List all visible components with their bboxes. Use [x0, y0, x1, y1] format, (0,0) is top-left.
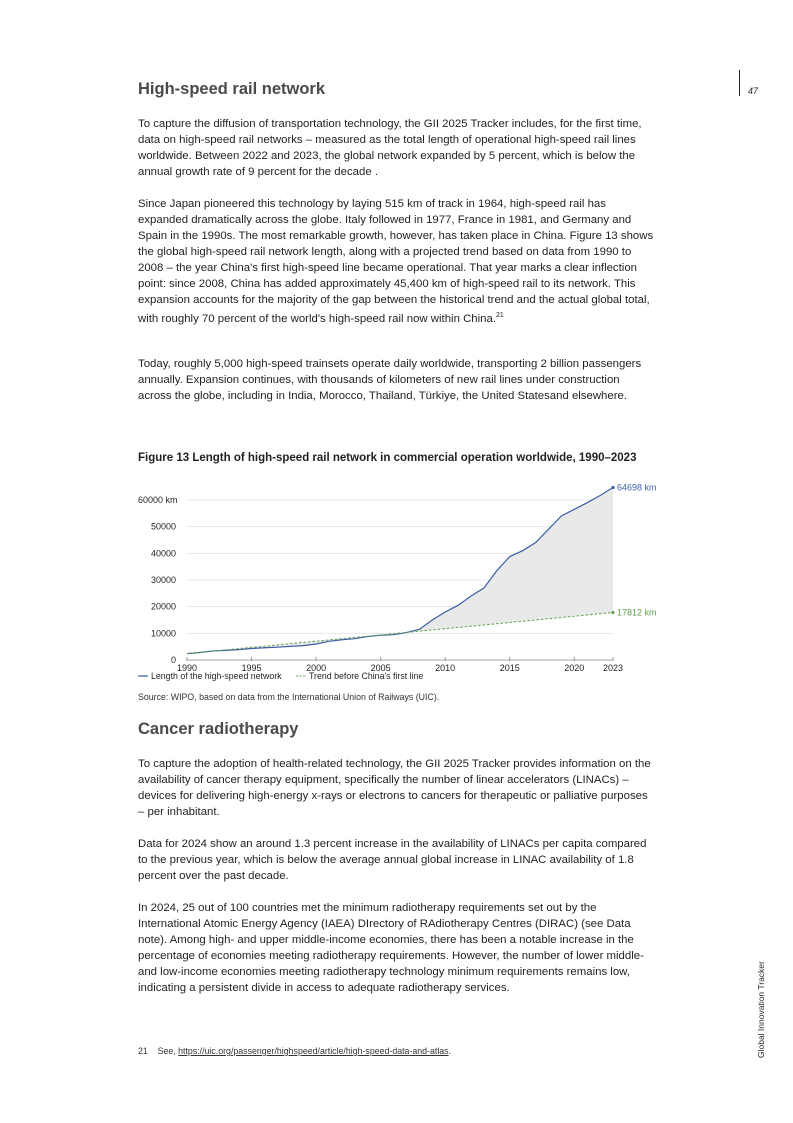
- y-tick-labels: [138, 495, 178, 665]
- paragraph-1: [138, 116, 656, 180]
- paragraph-6: [138, 900, 656, 996]
- series-end-label: 64698 km: [617, 482, 657, 493]
- page-number: 47: [748, 86, 759, 96]
- series-end-point: [611, 486, 614, 489]
- figure-title: Figure 13 Length of high-speed rail network in commercial operation worldwide, 1990–2023: [138, 452, 637, 464]
- gap-fill-layer: [213, 487, 613, 651]
- y-tick-label: 60000 km: [138, 495, 178, 505]
- paragraph-2: [138, 196, 656, 327]
- section-heading: Cancer radiotherapy: [138, 720, 299, 738]
- paragraph-text: To capture the adoption of health-related technology, the GII 2025 Tracker provides information on the availability of cancer therapy equipment, specifically the number of linear accelerators (LINACs) – devices for delivering high-energy x-rays or electrons to cancers for therapeutic or palliative purposes – per inhabitant.: [138, 758, 651, 818]
- paragraph-4: [138, 756, 656, 820]
- footnote-link[interactable]: https://uic.org/passenger/highspeed/article/high-speed-data-and-atlas: [178, 1046, 449, 1056]
- y-tick-label: 0: [170, 655, 176, 665]
- y-tick-label: 40000: [150, 548, 176, 559]
- paragraph-text: Data for 2024 show an around 1.3 percent increase in the availability of LINACs per capita compared to the previous year, which is below the average annual global increase in LINAC availability of 1.8 percent over the past decade.: [138, 838, 647, 882]
- footnote-suffix: .: [448, 1046, 452, 1056]
- section-heading: High-speed rail network: [138, 80, 326, 98]
- paragraph-text-with-note: [138, 196, 656, 327]
- footnote-reference[interactable]: 21: [496, 312, 504, 319]
- section-high-speed-rail: [138, 80, 656, 99]
- footnote: [138, 1046, 451, 1056]
- x-tick-label: 2015: [499, 663, 520, 673]
- x-tick-label: 1995: [241, 663, 262, 673]
- x-tick-label: 2020: [564, 663, 585, 673]
- series-end-label: 17812 km: [617, 607, 657, 618]
- chart-svg: [130, 474, 670, 686]
- paragraph-text: To capture the diffusion of transportation technology, the GII 2025 Tracker includes, for the first time, data on high-speed rail networks – measured as the total length of operational high-speed rail lines worldwide. Between 2022 and 2023, the global network expanded by 5 percent, which is below the annual growth rate of 9 percent for the decade .: [138, 118, 642, 178]
- paragraph-5: [138, 836, 656, 884]
- end-labels: [617, 482, 657, 617]
- x-tick-label: 1990: [176, 663, 198, 673]
- rail-network-chart: [130, 474, 670, 691]
- legend-label-actual: Length of the high-speed network: [151, 671, 282, 681]
- paragraph-3: [138, 356, 656, 404]
- series-end-point: [611, 611, 614, 614]
- paragraph-text: Since Japan pioneered this technology by laying 515 km of track in 1964, high-speed rail has expanded dramatically across the globe. Italy followed in 1977, France in 1981, and Germany and Spain in the 1990s. The most remarkable growth, however, has taken place in China. Figure 13 shows the global high-speed rail network length, along with a projected trend based on data from 1990 to 2008 – the year China's first high-speed line became operational. That year marks a clear inflection point: since 2008, China has added approximately 45,400 km of high-speed rail to its network. This expansion accounts for the majority of the gap between the historical trend and the actual global total, with roughly 70 percent of the world's high-speed rail now within China.: [138, 198, 654, 325]
- y-tick-label: 10000: [150, 628, 176, 639]
- paragraph-text: Today, roughly 5,000 high-speed trainsets operate daily worldwide, transporting 2 billion passengers annually. Expansion continues, with thousands of kilometers of new rail lines under construction across the globe, including in India, Morocco, Thailand, Türkiye, the United Statesand elsewhere.: [138, 358, 642, 402]
- x-tick-label: 2005: [370, 663, 391, 673]
- x-tick-label: 2010: [435, 663, 456, 673]
- paragraph-text: In 2024, 25 out of 100 countries met the minimum radiotherapy requirements set out by the International Atomic Energy Agency (IAEA) DIrectory of RAdiotherapy Centres (DIRAC) (see Data note). Among high- and upper middle-income economies, there has been a notable increase in the percentage of economies meeting radiotherapy requirements. However, the number of lower middle- and low-income economies meeting radiotherapy technology minimum requirements remains low, indicating a persistent divide in access to adequate radiotherapy services.: [138, 902, 644, 994]
- legend-label-trend: Trend before China's first line: [309, 671, 424, 681]
- footnote-prefix: See,: [157, 1046, 176, 1056]
- y-tick-label: 50000: [150, 521, 176, 532]
- chart-legend: [138, 671, 423, 681]
- footnote-number: 21: [138, 1046, 148, 1056]
- figure-source: Source: WIPO, based on data from the International Union of Railways (UIC).: [138, 692, 440, 702]
- y-tick-label: 30000: [150, 575, 176, 585]
- x-tick-label: 2000: [306, 663, 327, 673]
- section-cancer-radiotherapy: [138, 720, 656, 739]
- page-number-rule: [739, 70, 740, 96]
- y-tick-label: 20000: [150, 601, 176, 612]
- running-side-label: Global Innovation Tracker: [756, 961, 766, 1058]
- gap-area: [213, 487, 613, 651]
- x-tick-label: 2023: [602, 663, 624, 673]
